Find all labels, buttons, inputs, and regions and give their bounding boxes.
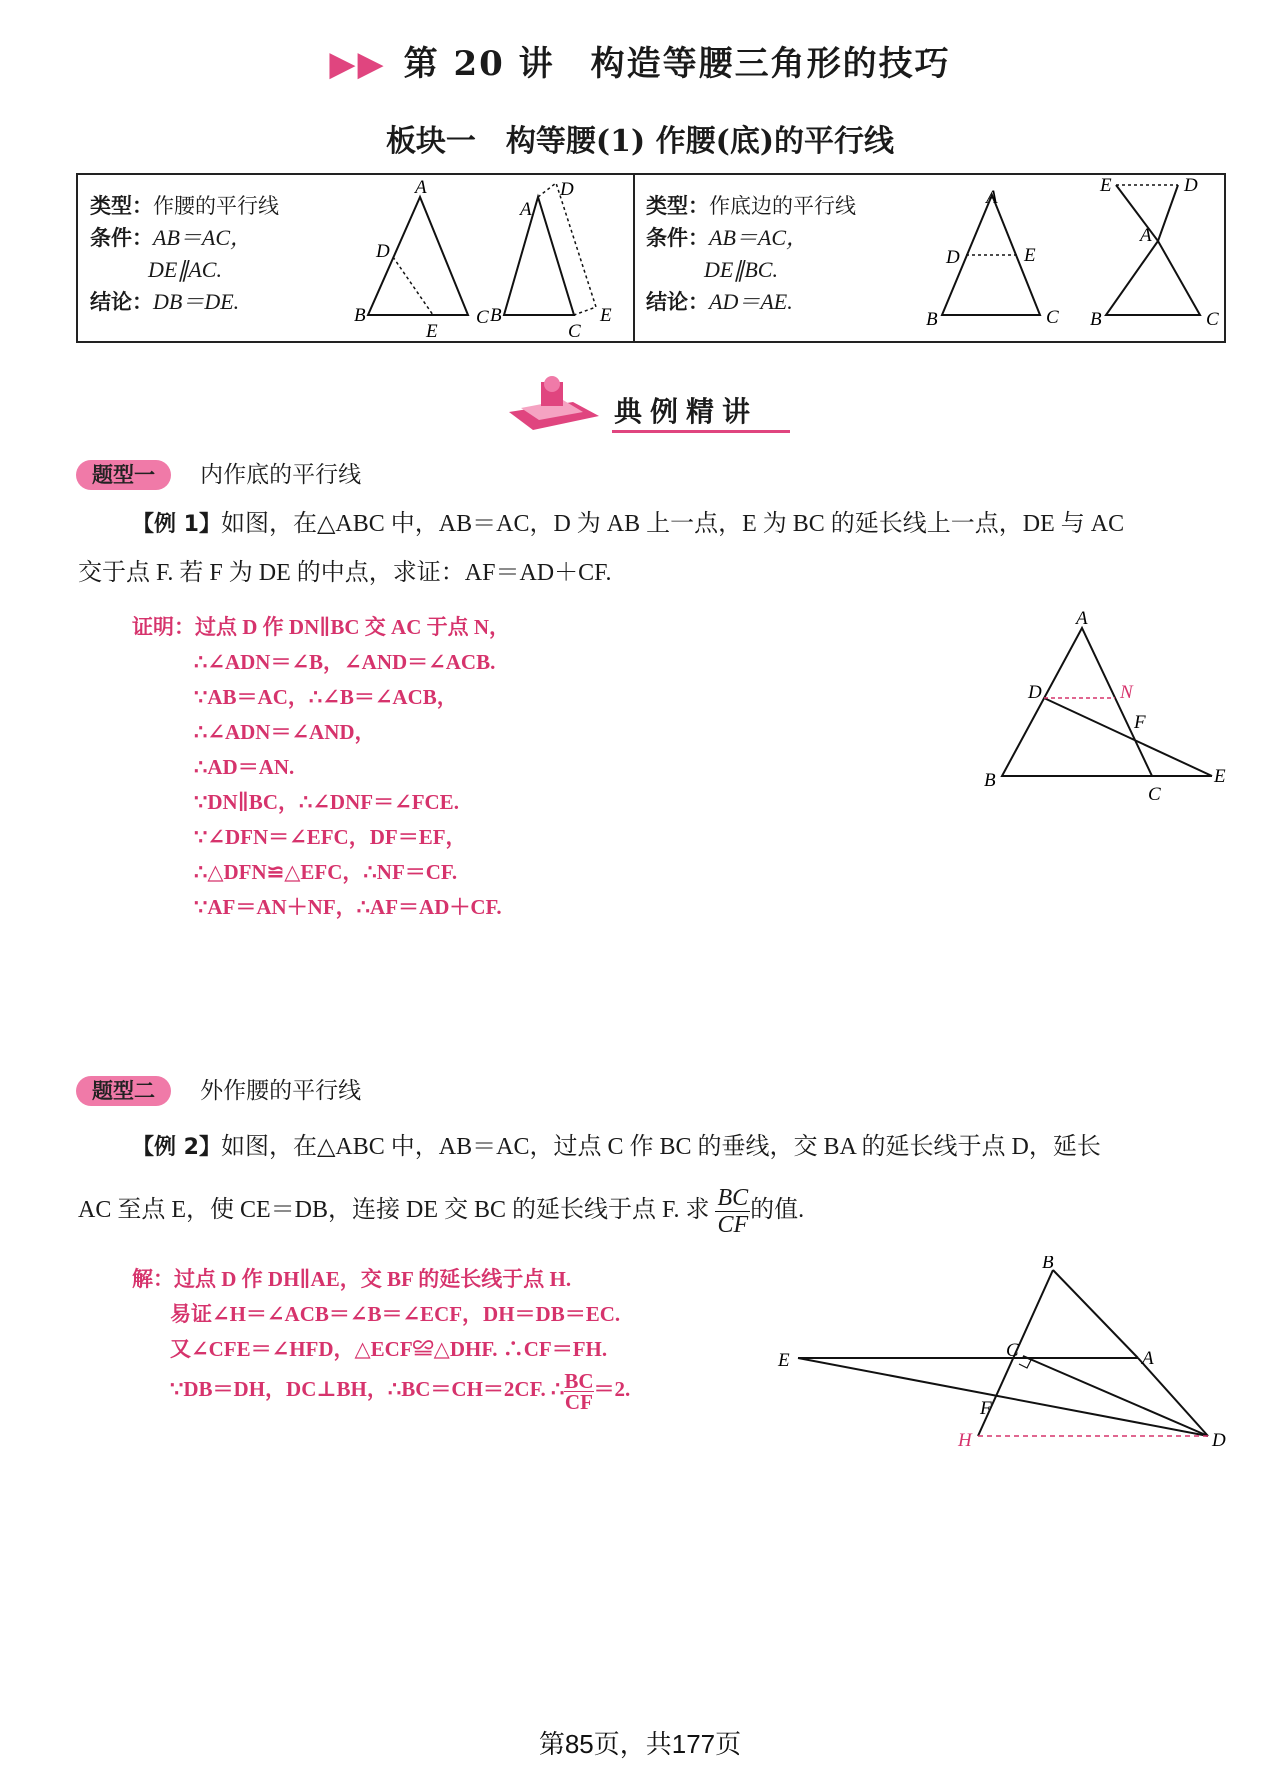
svg-text:A: A — [1076, 608, 1088, 629]
fraction-bc-cf: $\frac{BC}{CF}$ — [717, 1184, 749, 1238]
svg-text:D: D — [946, 247, 960, 268]
type1-badge: 题型一 — [76, 460, 171, 490]
type1-title: 内作底的平行线 — [200, 462, 362, 488]
example2-diagram — [768, 1256, 1238, 1456]
solution2: 解：过点 D 作 DH∥AE，交 BF 的延长线于点 H. 易证∠H＝∠ACB＝∠B＝∠ECF，DH＝DB＝EC. 又∠CFE＝∠HFD，△ECF≌△DHF. ∴CF＝FH. ∵DB＝DH，DC⊥BH，∴BC＝CH＝2CF. ∴ $\frac{BC}{CF}$ ＝2. — [132, 1267, 631, 1414]
svg-text:C: C — [1148, 784, 1161, 804]
svg-text:B: B — [926, 309, 938, 330]
svg-text:D: D — [560, 179, 574, 200]
diagram-leg-parallel-2 — [488, 175, 638, 343]
diagram-base-parallel-1 — [920, 175, 1070, 343]
svg-text:E: E — [426, 321, 438, 342]
proof1: 证明：过点 D 作 DN∥BC 交 AC 于点 N， ∴∠ADN＝∠B，∠AND＝∠ACB. ∵AB＝AC，∴∠B＝∠ACB， ∴∠ADN＝∠AND， ∴AD＝AN. ∵DN∥BC，∴∠DNF＝∠FCE. ∵∠DFN＝∠EFC，DF＝EF， ∴△DFN≌△EFC，∴NF＝CF. ∵AF＝AN＋NF，∴AF＝AD＋CF. — [132, 615, 511, 919]
diagram-base-parallel-2 — [1076, 175, 1226, 343]
example1-diagram — [974, 604, 1238, 804]
type2-title: 外作腰的平行线 — [200, 1078, 362, 1104]
svg-text:B: B — [1042, 1256, 1054, 1273]
svg-text:B: B — [1090, 309, 1102, 330]
type2-header — [76, 1072, 361, 1105]
solution-fraction: $\frac{BC}{CF}$ — [564, 1368, 594, 1414]
section-title: 典例精讲 — [614, 395, 759, 428]
type2-badge: 题型二 — [76, 1076, 171, 1106]
svg-text:E: E — [778, 1350, 790, 1371]
svg-text:A: A — [1142, 1348, 1154, 1369]
svg-text:C: C — [1046, 307, 1059, 328]
svg-text:F: F — [1134, 712, 1146, 733]
summary-box — [76, 173, 1226, 343]
type1-header — [76, 456, 361, 489]
svg-text:H: H — [958, 1430, 972, 1451]
svg-text:C: C — [568, 321, 581, 342]
svg-text:E: E — [1214, 766, 1226, 787]
svg-text:N: N — [1120, 682, 1133, 703]
svg-text:F: F — [980, 1398, 992, 1419]
svg-text:C: C — [476, 307, 489, 328]
svg-text:B: B — [984, 770, 996, 791]
svg-text:A: A — [986, 187, 998, 208]
block-subtitle: 板块一 构等腰(1) 作腰(底)的平行线 — [385, 124, 895, 159]
svg-text:B: B — [354, 305, 366, 326]
svg-text:D: D — [376, 241, 390, 262]
section-decoration-icon — [503, 372, 603, 436]
page-footer: 第85页，共177页 — [538, 1729, 742, 1759]
svg-text:C: C — [1206, 309, 1219, 330]
svg-text:A: A — [415, 177, 427, 198]
double-arrow-icon: ▶▶ — [329, 44, 386, 84]
section-underline — [612, 430, 790, 433]
example1-text: 【例 1】如图，在△ABC 中，AB＝AC，D 为 AB 上一点，E 为 BC 的延长线上一点，DE 与 AC 交于点 F. 若 F 为 DE 的中点，求证：AF＝AD＋CF. — [78, 511, 1125, 586]
svg-text:D: D — [1028, 682, 1042, 703]
svg-text:E: E — [600, 305, 612, 326]
right-conditions: 类型：作底边的平行线 条件：AB＝AC， DE∥BC. 结论：AD＝AE. — [646, 194, 856, 314]
diagram-leg-parallel-1 — [328, 175, 498, 343]
svg-text:A: A — [1140, 225, 1152, 246]
svg-text:B: B — [490, 305, 502, 326]
svg-text:D: D — [1212, 1430, 1226, 1451]
svg-text:E: E — [1024, 245, 1036, 266]
svg-text:E: E — [1100, 175, 1112, 196]
example2-text: 【例 2】如图，在△ABC 中，AB＝AC，过点 C 作 BC 的垂线，交 BA 的延长线于点 D，延长 AC 至点 E，使 CE＝DB，连接 DE 交 BC 的延长线于点 F. 求 $\frac{BC}{CF}$ 的值. — [78, 1134, 1101, 1238]
page-title: ▶▶ 第 20 讲 构造等腰三角形的技巧 — [329, 44, 951, 84]
left-conditions: 类型：作腰的平行线 条件：AB＝AC， DE∥AC. 结论：DB＝DE. — [90, 194, 279, 314]
svg-text:A: A — [520, 199, 532, 220]
svg-text:D: D — [1184, 175, 1198, 196]
svg-text:C: C — [1006, 1340, 1019, 1361]
